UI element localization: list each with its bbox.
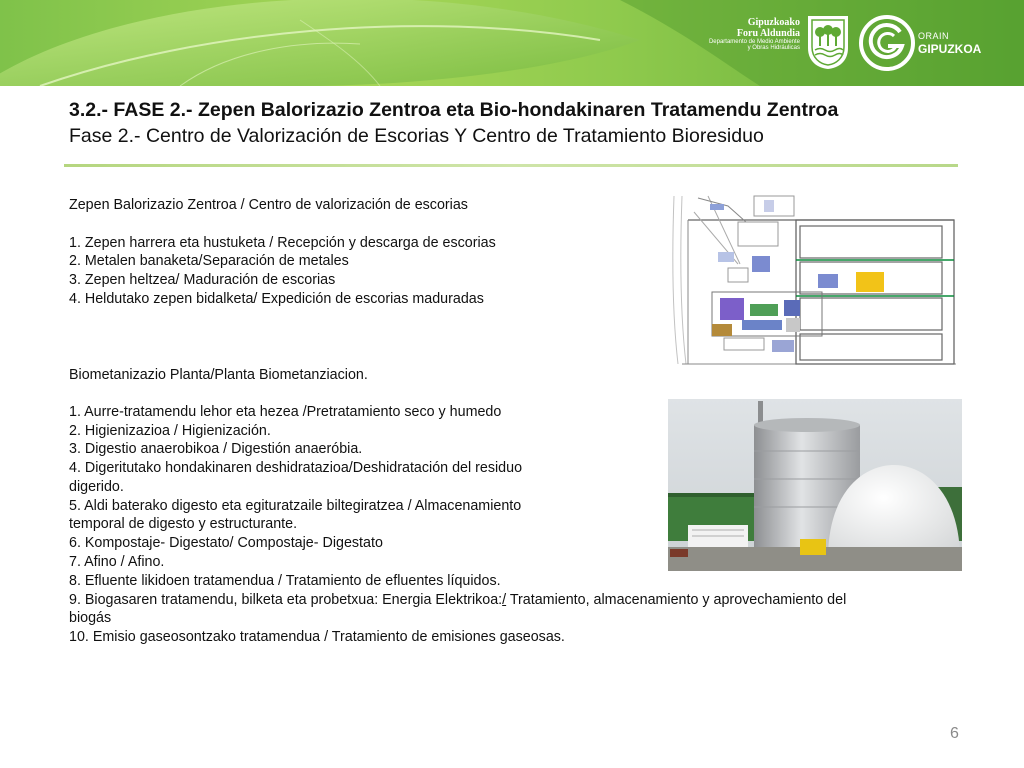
section2-heading: Biometanizazio Planta/Planta Biometanziacion. — [69, 367, 368, 383]
list-item: 2. Metalen banaketa/Separación de metales — [69, 253, 349, 269]
title-divider — [64, 164, 958, 167]
orain-gipuzkoa-logo-icon — [858, 14, 916, 72]
list-item: 3. Digestio anaerobikoa / Digestión anaeróbia. — [69, 441, 363, 457]
list-item: biogás — [69, 610, 112, 626]
list-item: 4. Digeritutako hondakinaren deshidratazioa/Deshidratación del residuo — [69, 460, 523, 476]
list-item: 3. Zepen heltzea/ Maduración de escorias — [69, 272, 336, 288]
header-banner — [0, 0, 1024, 86]
page-number: 6 — [950, 725, 959, 742]
organization-name — [690, 18, 800, 52]
coat-of-arms-icon — [806, 14, 850, 70]
brand-orain: ORAIN — [918, 31, 950, 41]
site-plan-image — [668, 192, 956, 368]
org-line4: y Obras Hidráulicas — [747, 45, 800, 52]
list-item: 1. Aurre-tratamendu lehor eta hezea /Pretratamiento seco y humedo — [69, 404, 502, 420]
item9-text: 9. Biogasaren tratamendu, bilketa eta probetxua: Energia Elektrikoa: — [69, 592, 503, 608]
list-item: 10. Emisio gaseosontzako tratamendua / Tratamiento de emisiones gaseosas. — [69, 629, 565, 645]
list-item: 4. Heldutako zepen bidalketa/ Expedición de escorias maduradas — [69, 291, 484, 307]
list-item: 6. Kompostaje- Digestato/ Compostaje- Digestato — [69, 535, 383, 551]
brand-gipuzkoa: GIPUZKOA — [918, 42, 982, 56]
list-item: digerido. — [69, 479, 124, 495]
item9-text-end: Tratamiento, almacenamiento y aprovechamiento del — [506, 592, 847, 608]
list-item-9 — [69, 591, 846, 610]
org-line1: Gipuzkoako — [747, 17, 800, 28]
list-item: 7. Afino / Afino. — [69, 554, 165, 570]
org-line3: Departamento de Medio Ambiente — [708, 39, 800, 45]
item9-link[interactable]: / — [502, 592, 507, 608]
list-item: 5. Aldi baterako digesto eta egituratzaile biltegiratzea / Almacenamiento — [69, 498, 522, 514]
biogas-plant-photo — [668, 399, 962, 571]
org-line2: Foru Aldundia — [736, 27, 800, 39]
page-title: 3.2.- FASE 2.- Zepen Balorizazio Zentroa eta Bio-hondakinaren Tratamendu Zentroa — [69, 99, 839, 121]
list-item: 1. Zepen harrera eta hustuketa / Recepción y descarga de escorias — [69, 235, 496, 251]
page-subtitle: Fase 2.- Centro de Valorización de Escorias Y Centro de Tratamiento Bioresiduo — [69, 125, 764, 147]
section1-heading: Zepen Balorizazio Zentroa / Centro de valorización de escorias — [69, 197, 468, 213]
list-item: 8. Efluente likidoen tratamendua / Tratamiento de efluentes líquidos. — [69, 573, 501, 589]
list-item: 2. Higienizazioa / Higienización. — [69, 423, 271, 439]
list-item: temporal de digesto y estructurante. — [69, 516, 298, 532]
